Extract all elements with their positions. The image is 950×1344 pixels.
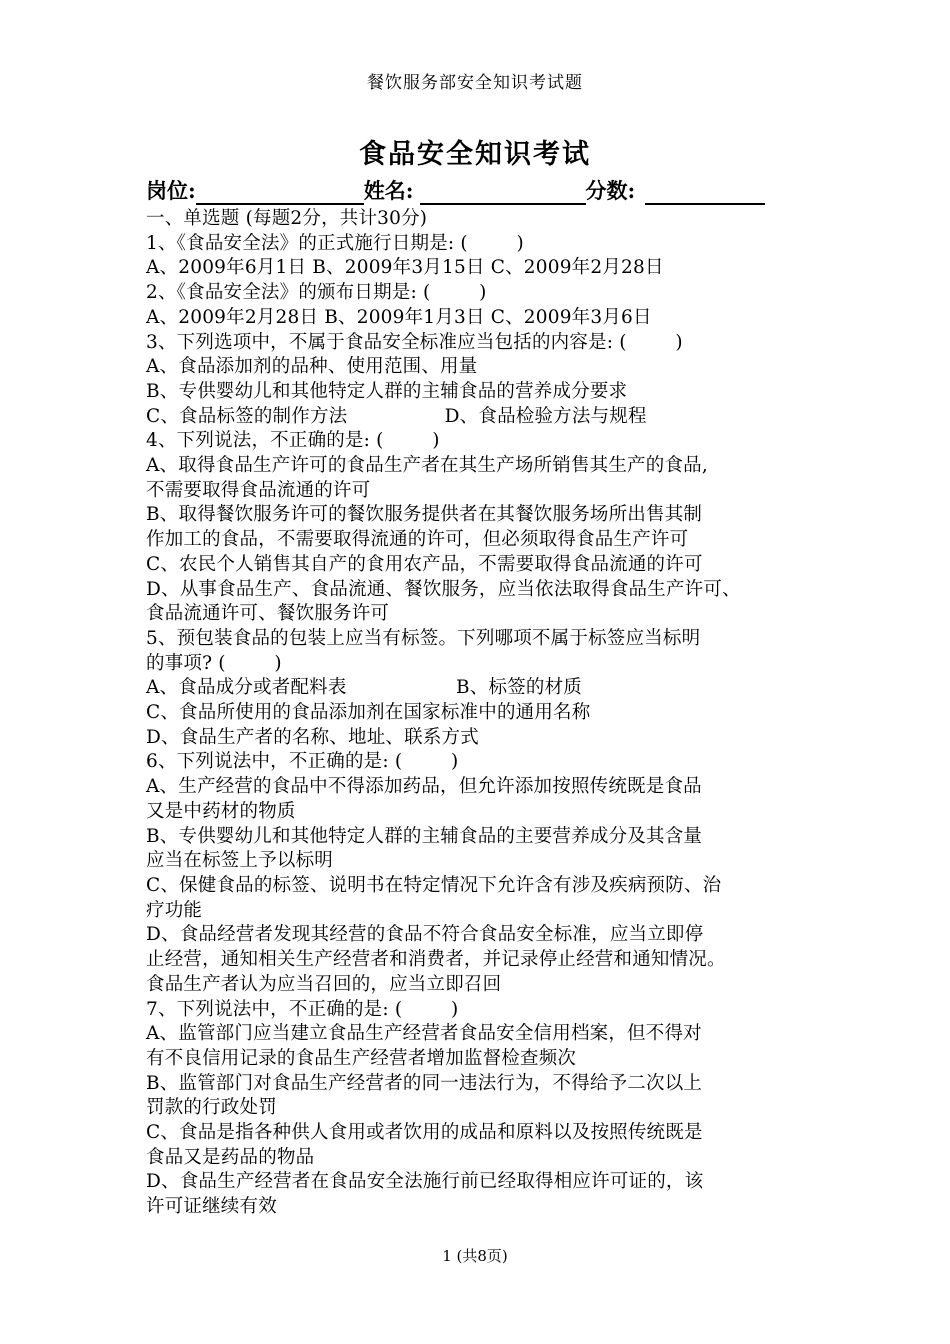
text-line: 3、下列选项中，不属于食品安全标准应当包括的内容是: ( ) xyxy=(146,331,683,353)
text-line: 作加工的食品，不需要取得流通的许可，但必须取得食品生产许可 xyxy=(146,529,689,551)
text-line: 不需要取得食品流通的许可 xyxy=(146,479,371,501)
text-line: 食品流通许可、餐饮服务许可 xyxy=(146,603,390,625)
text-line: C、食品是指各种供人食用或者饮用的成品和原料以及按照传统既是 xyxy=(146,1122,703,1144)
text-line: D、食品生产者的名称、地址、联系方式 xyxy=(146,726,479,748)
text-line: B、专供婴幼儿和其他特定人群的主辅食品的营养成分要求 xyxy=(146,380,628,402)
position-blank xyxy=(196,181,364,205)
text-line: B、专供婴幼儿和其他特定人群的主辅食品的主要营养成分及其含量 xyxy=(146,825,703,847)
text-line: A、2009年6月1日 B、2009年3月15日 C、2009年2月28日 xyxy=(146,257,664,279)
name-label: 姓名: xyxy=(363,178,414,203)
text-line: 4、下列说法，不正确的是: ( ) xyxy=(146,430,440,452)
text-line: 应当在标签上予以标明 xyxy=(146,850,334,872)
score-blank xyxy=(645,181,765,205)
text-line: D、食品生产经营者在食品安全法施行前已经取得相应许可证的，该 xyxy=(146,1171,704,1193)
text-line: 又是中药材的物质 xyxy=(146,800,296,822)
text-line: A、食品成分或者配料表 B、标签的材质 xyxy=(146,677,583,699)
text-line: 食品生产者认为应当召回的，应当立即召回 xyxy=(146,973,502,995)
page-footer: 1 (共8页) xyxy=(442,1247,508,1265)
text-line: B、监管部门对食品生产经营者的同一违法行为，不得给予二次以上 xyxy=(146,1072,703,1094)
score-label: 分数: xyxy=(585,178,636,203)
text-line: 7、下列说法中，不正确的是: ( ) xyxy=(146,998,459,1020)
text-line: A、生产经营的食品中不得添加药品，但允许添加按照传统既是食品 xyxy=(146,776,702,798)
text-line: 一、单选题 (每题2分，共计30分) xyxy=(146,208,428,229)
text-line: 食品又是药品的物品 xyxy=(146,1146,315,1168)
text-line: 罚款的行政处罚 xyxy=(146,1097,277,1119)
text-line: 有不良信用记录的食品生产经营者增加监督检查频次 xyxy=(146,1047,577,1069)
info-row xyxy=(146,175,826,205)
text-line: 的事项? ( ) xyxy=(146,652,282,674)
text-line: B、取得餐饮服务许可的餐饮服务提供者在其餐饮服务场所出售其制 xyxy=(146,504,703,526)
text-line: C、农民个人销售其自产的食用农产品，不需要取得食品流通的许可 xyxy=(146,553,703,575)
question-list xyxy=(146,207,826,1220)
text-line: 5、预包装食品的包装上应当有标签。下列哪项不属于标签应当标明 xyxy=(146,627,701,649)
text-line: 6、下列说法中，不正确的是: ( ) xyxy=(146,751,459,773)
text-line: 止经营，通知相关生产经营者和消费者，并记录停止经营和通知情况。 xyxy=(146,949,726,971)
exam-content xyxy=(146,175,826,1220)
text-line: A、食品添加剂的品种、使用范围、用量 xyxy=(146,356,478,378)
text-line: A、取得食品生产许可的食品生产者在其生产场所销售其生产的食品, xyxy=(146,455,708,477)
text-line: A、2009年2月28日 B、2009年1月3日 C、2009年3月6日 xyxy=(146,306,652,328)
name-blank xyxy=(420,181,586,205)
text-line: 2、《食品安全法》的颁布日期是: ( ) xyxy=(146,282,487,304)
text-line: C、食品所使用的食品添加剂在国家标准中的通用名称 xyxy=(146,702,591,724)
text-line: A、监管部门应当建立食品生产经营者食品安全信用档案，但不得对 xyxy=(146,1023,702,1045)
text-line: C、食品标签的制作方法 D、食品检验方法与规程 xyxy=(146,405,647,427)
text-line: D、从事食品生产、食品流通、餐饮服务，应当依法取得食品生产许可、 xyxy=(146,578,741,600)
text-line: 许可证继续有效 xyxy=(146,1196,277,1218)
text-line: C、保健食品的标签、说明书在特定情况下允许含有涉及疾病预防、治 xyxy=(146,874,722,896)
text-line: 1、《食品安全法》的正式施行日期是: ( ) xyxy=(146,232,524,254)
page-header: 餐饮服务部安全知识考试题 xyxy=(367,73,583,93)
page-title: 食品安全知识考试 xyxy=(359,139,591,170)
text-line: 疗功能 xyxy=(146,899,203,921)
position-label: 岗位: xyxy=(146,178,196,203)
text-line: D、食品经营者发现其经营的食品不符合食品安全标准，应当立即停 xyxy=(146,924,704,946)
